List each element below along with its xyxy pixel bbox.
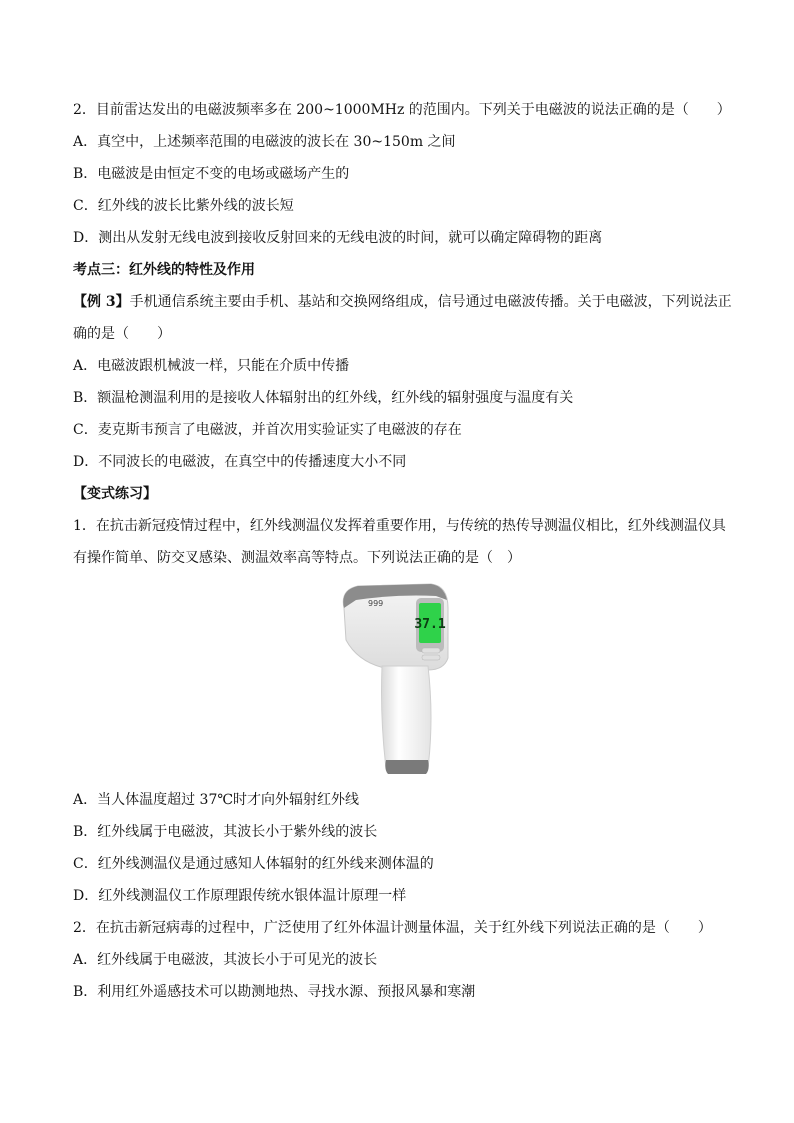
q2-stem-text: 2．目前雷达发出的电磁波频率多在 200~1000MHz 的范围内。下列关于电磁波的说法正确的是（ ） [73, 102, 731, 118]
example3-stem-line2: 确的是（ ） [73, 326, 171, 342]
q2-option-d: D．测出从发射无线电波到接收反射回来的无线电波的时间，就可以确定障碍物的距离 [73, 230, 603, 246]
q2-option-b: B．电磁波是由恒定不变的电场或磁场产生的 [73, 166, 350, 182]
q2-option-c: C．红外线的波长比紫外线的波长短 [73, 198, 294, 214]
practice-q2-option-a: A．红外线属于电磁波，其波长小于可见光的波长 [73, 952, 378, 968]
practice-title: 【变式练习】 [73, 486, 157, 502]
example3-option-a: A．电磁波跟机械波一样，只能在介质中传播 [73, 358, 350, 374]
infrared-thermometer-image [336, 578, 456, 776]
thermometer-brand: 999 [368, 599, 384, 608]
practice-q2-stem: 2．在抗击新冠病毒的过程中，广泛使用了红外体温计测量体温，关于红外线下列说法正确的是（ ） [73, 920, 712, 936]
example3-label: 【例 3】 [73, 294, 130, 310]
practice-q1-option-b: B．红外线属于电磁波，其波长小于紫外线的波长 [73, 824, 378, 840]
section-title: 考点三：红外线的特性及作用 [73, 262, 255, 278]
thermometer-reading: 37.1 [414, 617, 446, 632]
example3-option-d: D．不同波长的电磁波，在真空中的传播速度大小不同 [73, 454, 407, 470]
practice-q1-option-a: A．当人体温度超过 37℃时才向外辐射红外线 [73, 792, 360, 808]
practice-q1-option-d: D．红外线测温仪工作原理跟传统水银体温计原理一样 [73, 888, 407, 904]
practice-q1-stem-line1: 1．在抗击新冠疫情过程中，红外线测温仪发挥着重要作用，与传统的热传导测温仪相比，红外线测温仪具 [73, 518, 726, 534]
q2-option-a: A．真空中，上述频率范围的电磁波的波长在 30~150m 之间 [73, 134, 456, 150]
example3-option-b: B．额温枪测温利用的是接收人体辐射出的红外线，红外线的辐射强度与温度有关 [73, 390, 574, 406]
practice-q1-stem-line2: 有操作简单、防交叉感染、测温效率高等特点。下列说法正确的是（ ） [73, 550, 521, 566]
example3-stem-text: 手机通信系统主要由手机、基站和交换网络组成，信号通过电磁波传播。关于电磁波，下列说法正 [129, 294, 732, 310]
practice-q2-option-b: B．利用红外遥感技术可以勘测地热、寻找水源、预报风暴和寒潮 [73, 984, 476, 1000]
example3-option-c: C．麦克斯韦预言了电磁波，并首次用实验证实了电磁波的存在 [73, 422, 462, 438]
example3-stem-line1 [73, 292, 732, 312]
thermometer-illustration [336, 578, 456, 776]
practice-q1-option-c: C．红外线测温仪是通过感知人体辐射的红外线来测体温的 [73, 856, 434, 872]
